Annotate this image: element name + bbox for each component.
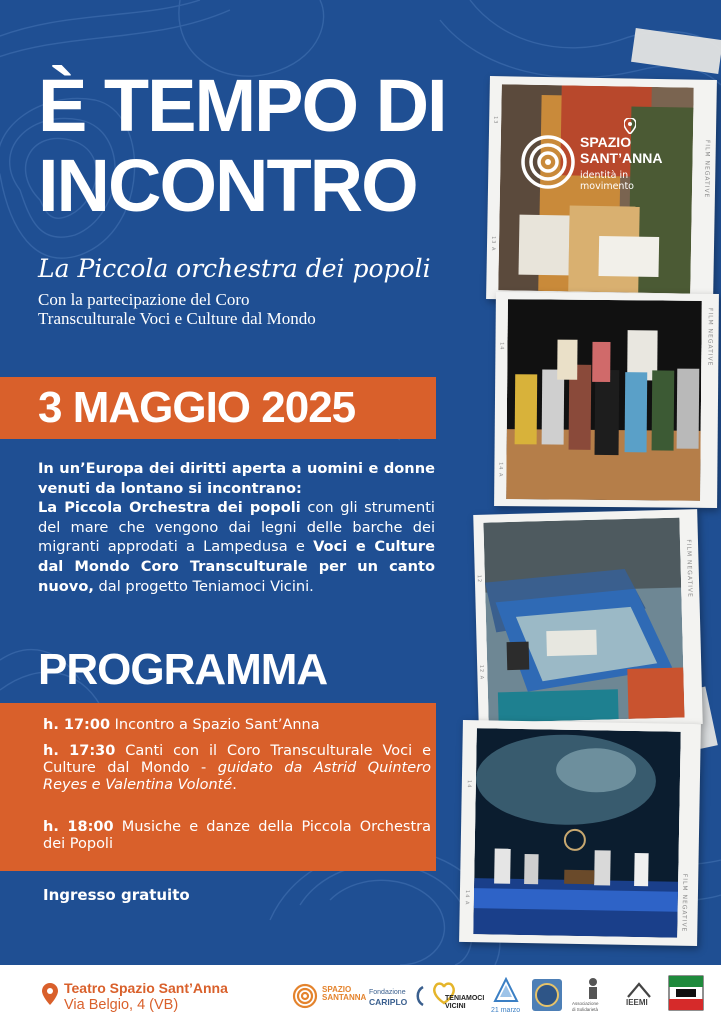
event-title (38, 66, 478, 226)
sponsor-fondazione-line-1: Fondazione (369, 989, 406, 996)
logo-name-line-2: SANT’ANNA (580, 150, 663, 166)
film-label: FILM NEGATIVE (706, 307, 714, 367)
photo-frame-3 (473, 509, 703, 730)
frame-number: 14 (465, 780, 472, 789)
sponsor-ieemi-text: IEEMI (626, 998, 648, 1007)
sponsor-teniamoci-line-2: VICINI (445, 1003, 466, 1010)
sponsor-spazio-line-2: SANTANNA (322, 993, 367, 1002)
orchestra-stage-photo (473, 728, 681, 938)
sponsor-ieemi (620, 975, 658, 1017)
sponsor-teniamoci-line-1: TENIAMOCI (445, 995, 485, 1002)
location-pin-icon (42, 983, 58, 1005)
frame-number: 14 A (497, 462, 504, 478)
film-label: FILM NEGATIVE (680, 873, 689, 933)
venue-name: Teatro Spazio Sant’Anna (64, 980, 228, 996)
spiral-icon (292, 983, 318, 1009)
intro-paragraph (38, 459, 435, 596)
sponsor-21-marzo (489, 975, 523, 1017)
photo-frame-2 (494, 292, 719, 508)
frame-number: 12 A (478, 664, 485, 681)
film-label: FILM NEGATIVE (684, 539, 694, 598)
frame-number: 12 (475, 574, 483, 584)
cariplo-mark-icon (413, 985, 425, 1007)
sponsor-associazione (572, 975, 614, 1017)
sponsor-teniamoci-vicini (431, 975, 485, 1017)
logo-name-line-1: SPAZIO (580, 134, 632, 150)
intro-bold-3: Voci e Culture dal Mondo Coro Transculturale per un canto nuovo, (38, 538, 435, 595)
program-item (43, 743, 431, 793)
program-time: h. 17:00 (43, 717, 111, 733)
sponsor-fondazione-line-2: CARIPLO (369, 997, 408, 1007)
flag-badge-icon (668, 975, 704, 1011)
sponsor-asso-line-2: di Solidarietà (572, 1007, 599, 1012)
program-time: h. 17:30 (43, 743, 116, 759)
intro-text-2: con gli strumenti del mare che vengono dai legni delle barche dei migranti approdati a Lampedusa e (38, 499, 435, 556)
program-text: Musiche e danze della Piccola Orchestra dei Popoli (43, 819, 431, 852)
logo-tagline-line-1: identità in (580, 170, 629, 181)
sponsor-spazio-line-1: SPAZIO (322, 985, 352, 994)
program-text: Incontro a Spazio Sant’Anna (110, 717, 320, 733)
film-label: FILM NEGATIVE (702, 139, 711, 199)
house-roof-icon (626, 981, 652, 999)
logo-tagline (580, 170, 680, 192)
title-line-1: È TEMPO DI (38, 64, 446, 147)
sponsor-asso-line-1: Associazione (572, 1001, 599, 1006)
photo-frame-4 (459, 720, 701, 946)
program-time: h. 18:00 (43, 819, 114, 835)
frame-number: 14 (498, 342, 505, 351)
logo-tagline-line-2: movimento (580, 181, 634, 192)
program-item (43, 717, 431, 734)
participation-line-1: Con la partecipazione del Coro (38, 290, 250, 309)
badge-icon (530, 975, 564, 1015)
logo-name (580, 134, 700, 166)
tree-icon (493, 977, 519, 1005)
program-text: Canti con il Coro Transculturale Voci e Culture dal Mondo - (43, 743, 431, 776)
venue-address: Via Belgio, 4 (VB) (64, 997, 179, 1013)
sponsor-circle-badge (530, 975, 564, 1017)
participation-line-2: Transculturale Voci e Culture dal Mondo (38, 309, 316, 328)
tape-piece (631, 28, 721, 74)
sponsor-flag-badge (668, 975, 704, 1017)
location-pin-icon (624, 118, 636, 134)
spiral-icon (520, 134, 576, 190)
program-item (43, 819, 431, 853)
title-line-2: INCONTRO (38, 144, 417, 227)
program-end: . (232, 776, 237, 793)
programma-heading: PROGRAMMA (38, 645, 328, 694)
frame-number: 14 A (463, 889, 470, 906)
spazio-santanna-logo (520, 118, 700, 208)
subtitle: La Piccola orchestra dei popoli (38, 254, 431, 283)
frame-number: 13 A (489, 236, 497, 252)
event-date: 3 MAGGIO 2025 (38, 383, 356, 432)
sponsor-marzo-text: 21 marzo (491, 1007, 521, 1014)
participation-text (38, 290, 458, 328)
person-icon (586, 977, 600, 999)
ingresso-text: Ingresso gratuito (43, 886, 190, 904)
intro-bold-2: La Piccola Orchestra dei popoli (38, 499, 301, 517)
fishing-boats-photo (483, 518, 684, 723)
intro-text-3: dal progetto Teniamoci Vicini. (93, 577, 314, 595)
frame-number: 13 (492, 116, 499, 125)
sponsor-spazio-santanna (292, 975, 367, 1017)
circle-of-people-photo (506, 299, 702, 501)
program-italic: guidato da Astrid Quintero Reyes e Valentina Volonté (43, 759, 431, 793)
sponsor-fondazione-cariplo (369, 975, 427, 1017)
intro-bold-1: In un’Europa dei diritti aperta a uomini e donne venuti da lontano si incontrano: (38, 460, 435, 497)
